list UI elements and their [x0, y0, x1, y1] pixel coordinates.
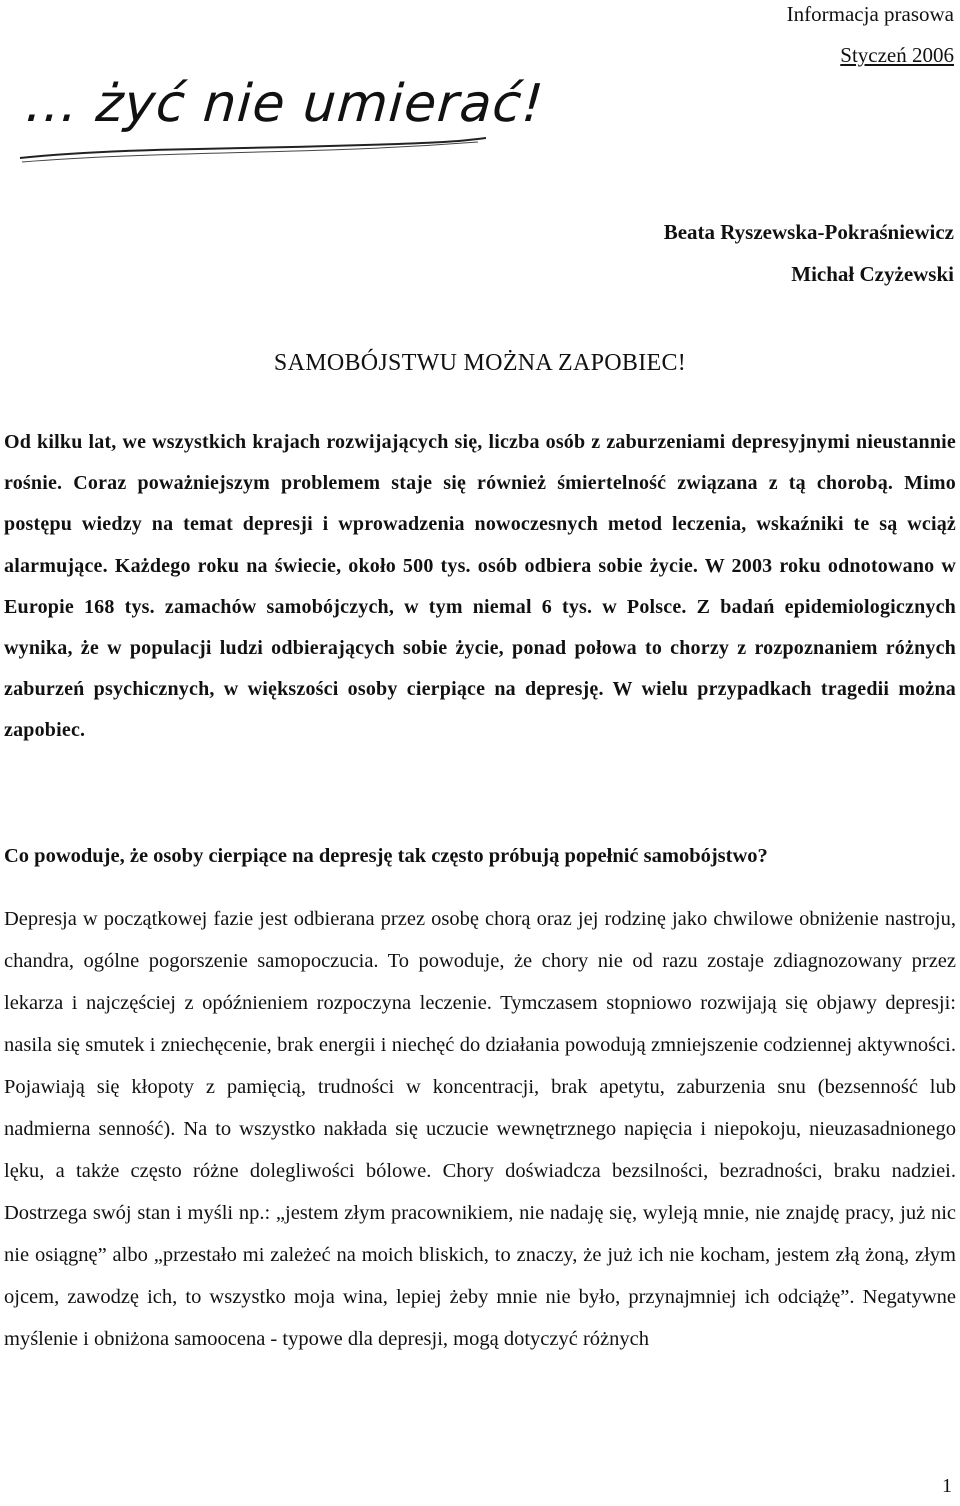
- page-number: 1: [942, 1475, 952, 1497]
- body-paragraph: Depresja w początkowej fazie jest odbierana przez osobę chorą oraz jej rodzinę jako chwilowe obniżenie nastroju, chandra, ogólne pogorszenie samopoczucia. To powoduje, że chory nie od razu zostaje zdiagnozowany przez lekarza i najczęściej z opóźnieniem rozpoczyna leczenie. Tymczasem stopniowo rozwijają się objawy depresji: nasila się smutek i zniechęcenie, brak energii i niechęć do działania powodują zmniejszenie codziennej aktywności. Pojawiają się kłopoty z pamięcią, trudności w koncentracji, brak apetytu, zaburzenia snu (bezsenność lub nadmierna senność). Na to wszystko nakłada się uczucie wewnętrznego napięcia i niepokoju, nieuzasadnionego lęku, a także często różne dolegliwości bólowe. Chory doświadcza bezsilności, bezradności, braku nadziei. Dostrzega swój stan i myśli np.: „jestem złym pracownikiem, nie nadaję się, wyleją mnie, nie znajdę pracy, już nic nie osiągnę” albo „przestało mi zależeć na moich bliskich, to znaczy, że już ich nie kocham, jestem złą żoną, złym ojcem, zawodzę ich, to wszystko moja wina, lepiej żeby mnie nie było, przynajmniej ich odciążę”. Negatywne myślenie i obniżona samoocena - typowe dla depresji, mogą dotyczyć różnych: [4, 908, 956, 1350]
- intro-paragraph: Od kilku lat, we wszystkich krajach rozwijających się, liczba osób z zaburzeniami depresyjnymi nieustannie rośnie. Coraz poważniejszym problemem staje się również śmiertelność związana z tą chorobą. Mimo postępu wiedzy na temat depresji i wprowadzenia nowoczesnych metod leczenia, wskaźniki te są wciąż alarmujące. Każdego roku na świecie, około 500 tys. osób odbiera sobie życie. W 2003 roku odnotowano w Europie 168 tys. zamachów samobójczych, w tym niemal 6 tys. w Polsce. Z badań epidemiologicznych wynika, że w populacji ludzi odbierających sobie życie, ponad połowa to chorzy z rozpoznaniem różnych zaburzeń psychicznych, w większości osoby cierpiące na depresję. W wielu przypadkach tragedii można zapobiec.: [4, 431, 956, 742]
- section-question: Co powoduje, że osoby cierpiące na depresję tak często próbują popełnić samobójstwo?: [4, 845, 768, 867]
- author-2: Michał Czyżewski: [791, 262, 954, 286]
- page-title: SAMOBÓJSTWU MOŻNA ZAPOBIEC!: [273, 350, 687, 376]
- release-date: Styczeń 2006: [840, 43, 954, 67]
- logo-underline-icon: [18, 70, 488, 166]
- logo-text: ... żyć nie umierać!: [23, 74, 547, 134]
- press-release-label: Informacja prasowa: [786, 2, 954, 26]
- campaign-logo: [18, 70, 547, 166]
- author-1: Beata Ryszewska-Pokraśniewicz: [663, 220, 954, 244]
